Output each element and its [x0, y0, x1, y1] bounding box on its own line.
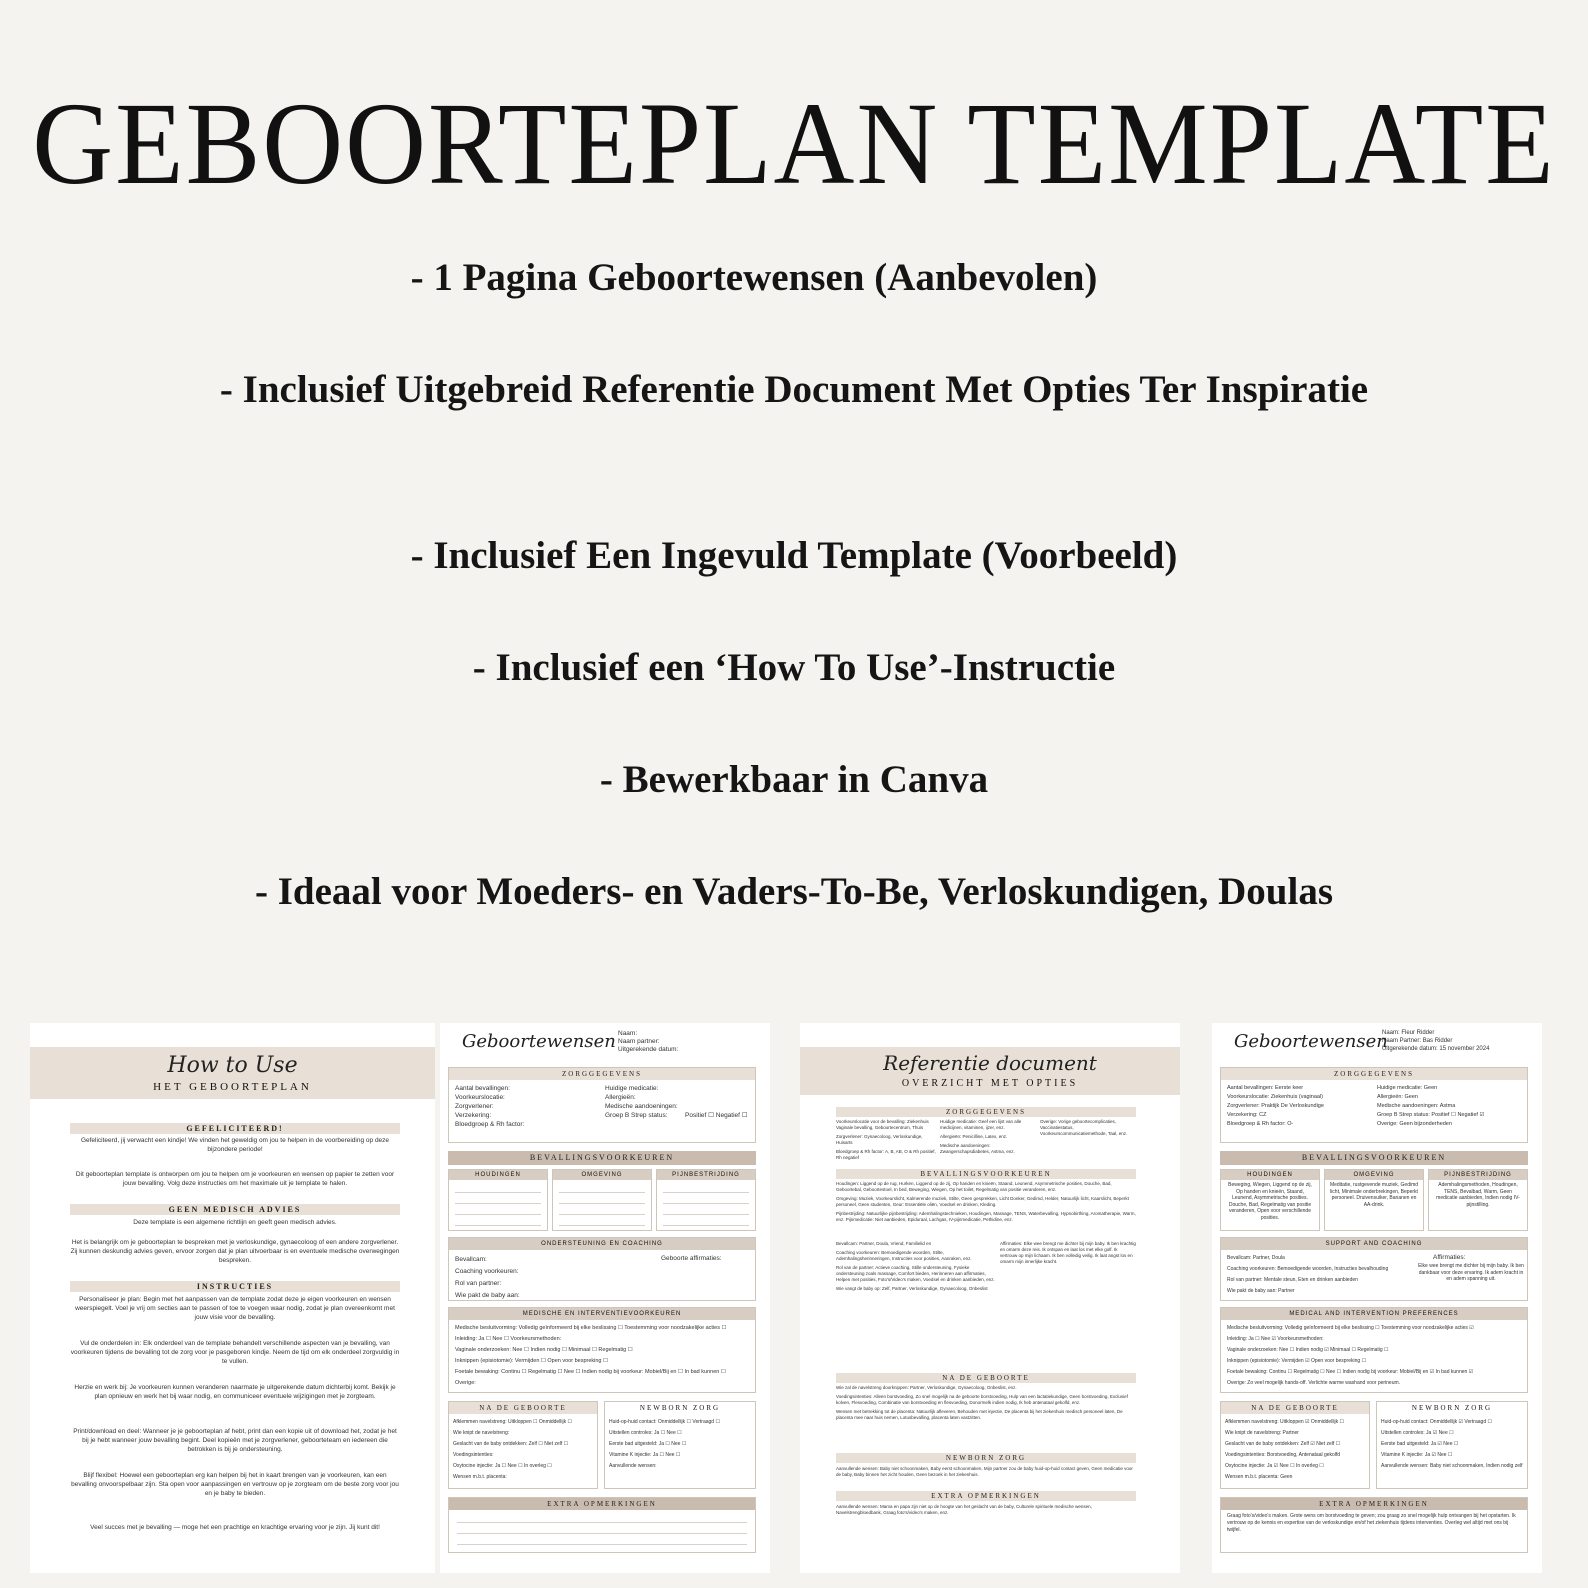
paragraph: Deze template is een algemene richtlijn en geeft geen medisch advies. [133, 1219, 337, 1226]
column-box: OMGEVING Meditatie, rustgevende muziek, Gedimd licht, Minimale onderbrekingen, Beperkt personeel. Druivensuiker, Bananen en AA-drink. [1324, 1169, 1424, 1231]
field-label: Naam: [618, 1030, 638, 1037]
section-coaching: SUPPORT AND COACHING Bevallcam: Partner, Doula Coaching voorkeuren: Bemoedigende woorden, Instructies bevalhouding Rol van partner: Mentale steun, Eten en drinken aanbieden Wie pakt de baby aan: Partner Affirmaties: Elke wee brengt me dichter bij mijn baby. Ik ben dankbaar voor deze ervaring. Ik adem kracht in en adem spanning uit. [1220, 1237, 1528, 1301]
field-label: Uitgerekende datum: [618, 1046, 679, 1053]
page-title: GEBOORTEPLAN TEMPLATE [32, 78, 1556, 210]
field-labels: Huidige medicatie: Allergieën: Medische aandoeningen: Groep B Strep status: [605, 1085, 678, 1119]
section-medical: MEDISCHE EN INTERVENTIEVOORKEUREN Medische besluitvorming: Volledig geïnformeerd bij elke beslissing ☐ Toestemming voor noodzakelijke acties ☐ Inleiding: Ja ☐ Nee ☐ Voorkeursmethoden: Vaginale onderzoeken: Nee ☐ Indien nodig ☐ Minimaal ☐ Regelmatig ☐ Inknippen (episiotomie): Vermijden ☐ Open voor bespreking ☐ Foetale bewaking: Continu ☐ Regelmatig ☐ Nee ☐ Indien nodig bij voorkeur: Mobiel/Bij en ☐ In bad kunnen ☐ Overige: [448, 1307, 756, 1393]
field-label: Naam partner: [618, 1038, 660, 1045]
field-labels: Aantal bevallingen: Voorkeurslocatie: Zorgverlener: Verzekering: Bloedgroep & Rh factor: [455, 1085, 525, 1128]
column-box: OMGEVING [552, 1169, 652, 1231]
feature-item: - Inclusief Uitgebreid Referentie Document Met Opties Ter Inspiratie [219, 368, 1369, 411]
instruction: Vul de onderdelen in: Elk onderdeel van de template behandelt verschillende aspecten van je bevalling, van voorkeuren tijdens de bevalling tot de zorg voor je pasgeboren kindje. Neem de tijd om elk onderdeel zorgvuldig in te vullen. [70, 1340, 400, 1365]
section-heading: INSTRUCTIES [70, 1281, 400, 1292]
feature-item: - Inclusief een ‘How To Use’-Instructie [472, 646, 1116, 689]
feature-item: - Inclusief Een Ingevuld Template (Voorbeeld) [410, 534, 1178, 577]
section-na-de-geboorte: NA DE GEBOORTE Afklemmen navelstreng: Uitkloppen ☑ Onmiddellijk ☐ Wie knipt de navelstreng: Partner Geslacht van de baby ontdekken: Zelf ☑ Niet zelf ☐ Voedingsintenties: Borstvoeding, Antenataal gekolfd Oxytocine injectie: Ja ☑ Nee ☐ In overleg ☐ Wensen m.b.t. placenta: Geen [1220, 1401, 1370, 1489]
section-zorggegevens [448, 1067, 756, 1143]
section-heading: EXTRA OPMERKINGEN [836, 1491, 1136, 1501]
closing-text: Veel succes met je bevalling — moge het een prachtige en krachtige ervaring voor je zijn. Jij kunt dit! [90, 1524, 380, 1531]
section-heading: GEFELICITEERD! [70, 1123, 400, 1134]
checkbox-options: Positief ☐ Negatief ☐ [685, 1112, 748, 1119]
section-heading: BEVALLINGSVOORKEUREN [1220, 1151, 1528, 1165]
section-newborn-zorg: NEWBORN ZORG Huid-op-huid contact: Onmiddellijk ☐ Vertraagd ☐ Uitstellen controles: Ja ☐ Nee ☐ Eerste bad uitgesteld: Ja ☐ Nee ☐ Vitamine K injectie: Ja ☐ Nee ☐ Aanvullende wensen: [604, 1401, 756, 1489]
header-band [30, 1047, 435, 1099]
instruction: Print/download en deel: Wanneer je je geboorteplan af hebt, print dan een kopie uit of download het, zodat je het bij je hebt wanneer jouw bevalling begint. Deel kopieën met je zorgverlener, geboorteteam en iedereen die betrokken is bij je ondersteuning. [73, 1428, 397, 1453]
instruction: Herzie en werk bij: Je voorkeuren kunnen veranderen naarmate je uitgerekende datum dichterbij komt. Bekijk je plan opnieuw en werk het bij waar nodig, en communiceer eventuele wijzigingen met je zorgteam. [74, 1384, 396, 1400]
instruction: Blijf flexibel: Hoewel een geboorteplan erg kan helpen bij het in kaart brengen van je voorkeuren, kan een bevalling onvoorspelbaar zijn. Sta open voor aanpassingen en vertrouw op je zorgteam om de beste zorg voor jou en je baby te bieden. [71, 1472, 399, 1497]
section-extra: EXTRA OPMERKINGEN Graag foto's/video's maken. Grote wens om borstvoeding te geven; zou graag zo snel mogelijk hulp ontvangen bij het opstarten. Ik vertrouw op de kennis en expertise van de verloskundige en/of het ziekenhuis tijdens interventies. Overleg wel altijd met ons bij twijfel. [1220, 1497, 1528, 1553]
section-heading: GEEN MEDISCH ADVIES [70, 1204, 400, 1215]
subtitle: HET GEBOORTEPLAN [153, 1081, 312, 1093]
header-band: Referentie document OVERZICHT MET OPTIES [800, 1047, 1180, 1095]
section-extra: EXTRA OPMERKINGEN [448, 1497, 756, 1553]
thumbnail-filled-template: Geboortewensen Naam: Fleur Ridder Naam Partner: Bas Ridder Uitgerekende datum: 15 november 2024 ZORGGEGEVENS Aantal bevallingen: Eerste keer Voorkeurslocatie: Ziekenhuis (vaginaal) Zorgverlener: Praktijk De Verloskundige Verzekering: CZ Bloedgroep & Rh factor: O- Huidige medicatie: Geen Allergieën: Geen Medische aandoeningen: Astma Groep B Strep status: Positief ☐ Negatief ☑ Overige: Geen bijzonderheden BEVALLINGSVOORKEUREN HOUDINGEN Beweging, Wiegen, Liggend op de zij, Op handen en knieën, Staand, Leunend, Asymmetrische posities. Douche, Bad, Regelmatig van positie veranderen, Open voor verschillende posities. OMGEVING Meditatie, rustgevende muziek, Gedimd licht, Minimale onderbrekingen, Beperkt personeel. Druivensuiker, Bananen en AA-drink. PIJNBESTRIJDING Ademhalingsmethoden, Houdingen, TENS, Bevalbad, Warm, Geen medicatie aanbieden, Indien nodig IV-pijnstilling. SUPPORT AND COACHING Bevallcam: Partner, Doula Coaching voorkeuren: Bemoedigende woorden, Instructies bevalhouding Rol van partner: Mentale steun, Eten en drinken aanbieden Wie pakt de baby aan: Partner Affirmaties: Elke wee brengt me dichter bij mijn baby. Ik ben dankbaar voor deze ervaring. Ik adem kracht in en adem spanning uit. MEDICAL AND INTERVENTION PREFERENCES Medische besluitvorming: Volledig geïnformeerd bij elke beslissing ☐ Toestemming voor noodzakelijke acties ☑ Inleiding: Ja ☐ Nee ☑ Voorkeursmethoden: Vaginale onderzoeken: Nee ☐ Indien nodig ☑ Minimaal ☐ Regelmatig ☐ Inknippen (episiotomie): Vermijden ☑ Open voor bespreking ☐ Foetale bewaking: Continu ☐ Regelmatig ☐ Nee ☐ Indien nodig bij voorkeur: Mobiel/Bij en ☑ In bad kunnen ☑ Overige: Zo veel mogelijk hands-off. Verlichte warme washand voor perineum. NA DE GEBOORTE Afklemmen navelstreng: Uitkloppen ☑ Onmiddellijk ☐ Wie knipt de navelstreng: Partner Geslacht van de baby ontdekken: Zelf ☑ Niet zelf ☐ Voedingsintenties: Borstvoeding, Antenataal gekolfd Oxytocine injectie: Ja ☑ Nee ☐ In overleg ☐ Wensen m.b.t. placenta: Geen NEWBORN ZORG Huid-op-huid contact: Onmiddellijk ☑ Vertraagd ☐ Uitstellen controles: Ja ☑ Nee ☐ Eerste bad uitgesteld: Ja ☑ Nee ☐ Vitamine K injectie: Ja ☑ Nee ☐ Aanvullende wensen: Baby niet schoonmaken, Indien nodig zelf EXTRA OPMERKINGEN Graag foto's/video's maken. Grote wens om borstvoeding te geven; zou graag zo snel mogelijk hulp ontvangen bij het opstarten. Ik vertrouw op de kennis en expertise van de verloskundige en/of het ziekenhuis tijdens interventies. Overleg wel altijd met ons bij twijfel. [1212, 1023, 1542, 1573]
section-heading: NEWBORN ZORG [836, 1453, 1136, 1463]
section-heading: BEVALLINGSVOORKEUREN [448, 1151, 756, 1165]
paragraph: Gefeliciteerd, jij verwacht een kindje! We vinden het geweldig om jou te helpen in de voorbereiding op deze bijzondere periode! [80, 1137, 390, 1153]
script-title: How to Use [167, 1053, 298, 1078]
column-box: HOUDINGEN [448, 1169, 548, 1231]
thumbnail-how-to-use [30, 1023, 435, 1573]
instruction: Personaliseer je plan: Begin met het aanpassen van de template zodat deze je eigen voorkeuren en wensen weerspiegelt. Voel je vrij om secties aan te passen of toe te voegen waar nodig, zodat je plan overeenkomt met jouw visie voor de bevalling. [75, 1296, 395, 1321]
paragraph: Het is belangrijk om je geboorteplan te bespreken met je verloskundige, gynaecoloog of een andere zorgverlener. Zij kunnen deskundig advies geven, ervoor zorgen dat je plan uitvoerbaar is en eventuele medische overwegingen bespreken. [70, 1239, 400, 1264]
feature-item: - Bewerkbaar in Canva [599, 758, 989, 801]
section-heading: ZORGGEGEVENS [449, 1068, 755, 1080]
column-box: PIJNBESTRIJDING [656, 1169, 756, 1231]
thumbnail-reference-document: Referentie document OVERZICHT MET OPTIES ZORGGEGEVENS Voorkeurslocatie voor de bevalling: Ziekenhuis Vaginale bevalling, Geboortecentrum, Thuis Zorgverlener: Gynaecoloog, Verloskundige, Huisarts Bloedgroep & Rh factor: A, B, AB, O & Rh positief, Rh negatief Huidige medicatie: Geef een lijst van alle medicijnen, vitaminen, ijzer, enz. Allergieën: Penicilline, Latex, enz. Medische aandoeningen: Zwangerschapsdiabetes, Astma, enz. Overige: Vorige geboortecomplicaties, Vaccinatiestatus, Voorkeurscommunicatiemethode, Taal, enz. BEVALLINGSVOORKEUREN Houdingen: Liggend op de rug, Hurken, Liggend op de zij, Op handen en knieën, Staand, Leunend, Asymmetrische posities, Douche, Bad, Geboortebal, Geboortestoel, In bed, Beweging, Wiegen, Op het toilet, Regelmatig van positie veranderen, enz. Omgeving: Muziek, Voorkeurslicht, Kalmerende muziek, Stilte, Geen gesprekken, Licht Donker, Gedimd, Helder, Natuurlijk licht, Kaarslicht, Beperkt personeel, Geen studenten, Geur: Essentiële oliën, Voedsel en drinken, Kleding. Pijnbestrijding: Natuurlijke pijnbestrijding: Ademhalingstechnieken, Houdingen, Massage, TENS, Waterbevalling, Hypnobirthing, Aromatherapie, Warm, enz. Pijnmedicatie: Niet aanbieden, Epiduraal, Lachgas, IV-pijnmedicatie, Pethidine, enz. Bevallcam: Partner, Doula, Vriend, Familielid en Coaching voorkeuren: Bemoedigende woorden, Stilte, Ademhalingsherinneringen, Instructies voor posities, Aanraken, enz. Rol van de partner: Actieve coaching, Stille ondersteuning, Fysieke ondersteuning zoals massage, Comfort bieden, Herinneren aan affirmaties, Helpen met posities, Foto's/Video's maken, Voedsel en drinken aanbieden, enz. Wie vangt de baby op: Zelf, Partner, Verloskundige, Gynaecoloog, Onbeslist Affirmaties: Elke wee brengt me dichter bij mijn baby. Ik ben krachtig en omarm deze reis. Ik ontspan en laat los met elke golf. Ik vertrouw op mijn lichaam. Ik ben volledig veilig. Ik laat angst los en omarm mijn innerlijke kracht. NA DE GEBOORTE Wie zal de navelstreng doorknippen: Partner, Verloskundige, Gynaecoloog, Onbeslist, enz. Voedingsintenties: Alleen borstvoeding, Zo snel mogelijk na de geboorte borstvoeding, Hulp van een lactatiekundige, Geen borstvoeding, Exclusief kolven, Flesvoeding, Combinatie van borstvoeding en flesvoeding, Donormelk indien nodig, Ik heb antenataal gekolfd, enz. Wensen met betrekking tot de placenta: Natuurlijk afleveren, Behouden met injectie, De placenta bij het ziekenhuis medisch personeel laten, De placenta mee naar huis nemen, Lotusbevalling, placenta laten vastzitten. NEWBORN ZORG Aanvullende wensen: Baby niet schoonmaken, Baby eerst schoonmaken, Mijn partner zou de baby huid-op-huid contact geven, Geen medicatie voor de baby, Baby binnen het zicht houden, Geen bezoek in het ziekenhuis. EXTRA OPMERKINGEN Aanvullende wensen: Mama en papa zijn niet op de hoogte van het geslacht van de baby, Culturele spirituele medische wensen, Navelstrengbloedbank, Graag foto's/video's maken, enz. [800, 1023, 1180, 1573]
section-na-de-geboorte: NA DE GEBOORTE Afklemmen navelstreng: Uitkloppen ☐ Onmiddellijk ☐ Wie knipt de navelstreng: Geslacht van de baby ontdekken: Zelf ☐ Niet zelf ☐ Voedingsintenties: Oxytocine injectie: Ja ☐ Nee ☐ In overleg ☐ Wensen m.b.t. placenta: [448, 1401, 598, 1489]
script-title: Geboortewensen [1234, 1031, 1388, 1052]
column-box: PIJNBESTRIJDING Ademhalingsmethoden, Houdingen, TENS, Bevalbad, Warm, Geen medicatie aanbieden, Indien nodig IV-pijnstilling. [1428, 1169, 1528, 1231]
feature-item: - Ideaal voor Moeders- en Vaders-To-Be, Verloskundigen, Doulas [254, 870, 1334, 913]
column-box: HOUDINGEN Beweging, Wiegen, Liggend op de zij, Op handen en knieën, Staand, Leunend, Asymmetrische posities. Douche, Bad, Regelmatig van positie veranderen, Open voor verschillende posities. [1220, 1169, 1320, 1231]
section-zorggegevens: ZORGGEGEVENS Aantal bevallingen: Eerste keer Voorkeurslocatie: Ziekenhuis (vaginaal) Zorgverlener: Praktijk De Verloskundige Verzekering: CZ Bloedgroep & Rh factor: O- Huidige medicatie: Geen Allergieën: Geen Medische aandoeningen: Astma Groep B Strep status: Positief ☐ Negatief ☑ Overige: Geen bijzonderheden [1220, 1067, 1528, 1143]
section-heading: NA DE GEBOORTE [836, 1373, 1136, 1383]
section-heading: BEVALLINGSVOORKEUREN [836, 1169, 1136, 1179]
script-title: Geboortewensen [462, 1031, 616, 1052]
section-coaching: ONDERSTEUNING EN COACHING Bevallcam: Coaching voorkeuren: Rol van partner: Wie pakt de baby aan: Geboorte affirmaties: [448, 1237, 756, 1301]
paragraph: Dit geboorteplan template is ontworpen om jou te helpen om je voorkeuren en wensen op papier te zetten voor jouw bevalling. Volg deze instructies om het maximale uit je template te halen. [75, 1171, 395, 1187]
section-newborn-zorg: NEWBORN ZORG Huid-op-huid contact: Onmiddellijk ☑ Vertraagd ☐ Uitstellen controles: Ja ☑ Nee ☐ Eerste bad uitgesteld: Ja ☑ Nee ☐ Vitamine K injectie: Ja ☑ Nee ☐ Aanvullende wensen: Baby niet schoonmaken, Indien nodig zelf [1376, 1401, 1528, 1489]
thumbnail-blank-template [440, 1023, 770, 1573]
section-medical: MEDICAL AND INTERVENTION PREFERENCES Medische besluitvorming: Volledig geïnformeerd bij elke beslissing ☐ Toestemming voor noodzakelijke acties ☑ Inleiding: Ja ☐ Nee ☑ Voorkeursmethoden: Vaginale onderzoeken: Nee ☐ Indien nodig ☑ Minimaal ☐ Regelmatig ☐ Inknippen (episiotomie): Vermijden ☑ Open voor bespreking ☐ Foetale bewaking: Continu ☐ Regelmatig ☐ Nee ☐ Indien nodig bij voorkeur: Mobiel/Bij en ☑ In bad kunnen ☑ Overige: Zo veel mogelijk hands-off. Verlichte warme washand voor perineum. [1220, 1307, 1528, 1393]
section-heading: ZORGGEGEVENS [836, 1107, 1136, 1117]
feature-item: - 1 Pagina Geboortewensen (Aanbevolen) [410, 256, 1098, 299]
